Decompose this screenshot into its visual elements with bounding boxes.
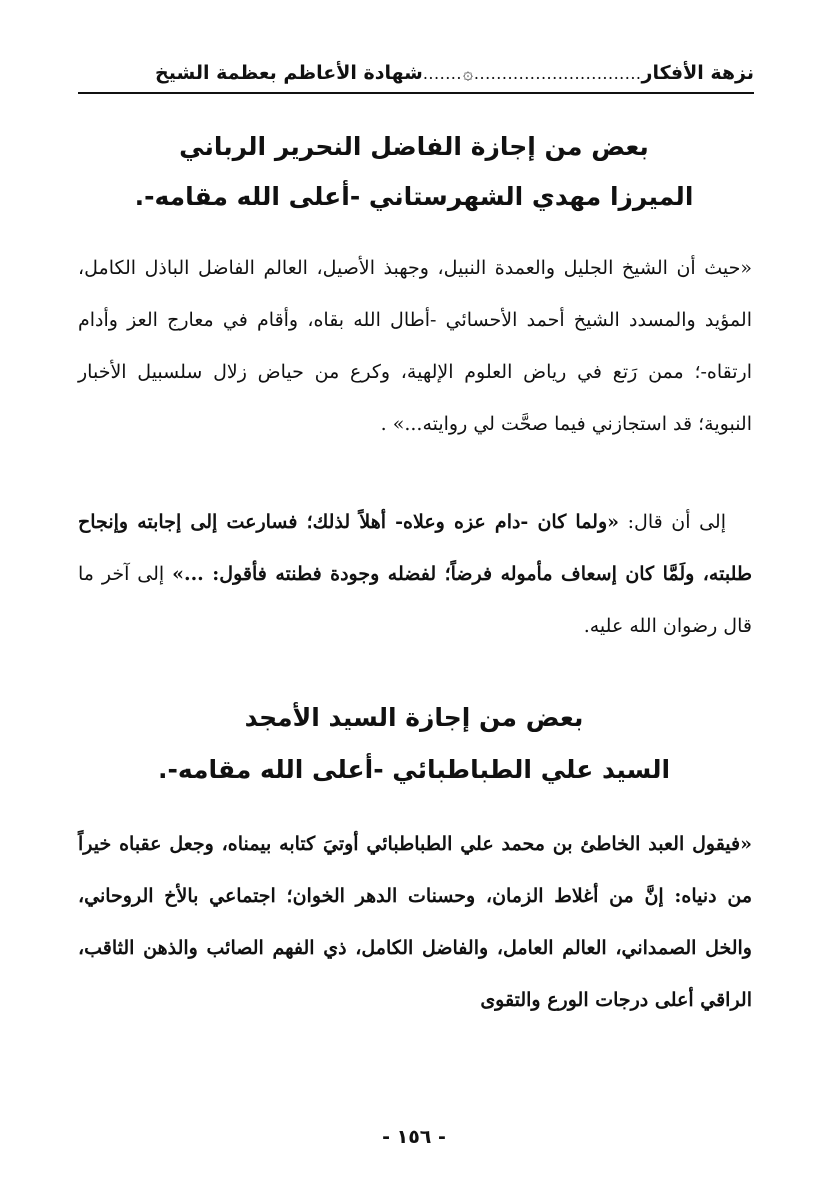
section1-heading-line2: الميرزا مهدي الشهرستاني -أعلى الله مقامه-. [134,182,694,211]
running-header [78,58,754,88]
leader-dots: .............................. [473,63,642,83]
header-rule [78,92,754,94]
header-right [155,62,754,84]
section1-heading-line1: بعض من إجازة الفاضل النحرير الرباني [179,132,649,161]
continuation-end: إلى آخر ما قال رضوان الله عليه. [78,563,752,637]
section2-heading-line2: السيد علي الطباطبائي -أعلى الله مقامه-. [157,755,671,784]
page-number: - ١٥٦ - [382,1126,446,1148]
section2-quote [78,818,752,1026]
chapter-title: شهادة الأعاظم بعظمة الشيخ [155,62,423,84]
section2-quote-text: «فيقول العبد الخاطئ بن محمد علي الطباطبائي أوتيَ كتابه بيمناه، وجعل عقباه خيراً من دنياه: إنَّ من أغلاط الزمان، وحسنات الدهر الخوان؛ اجتماعي بالأخ الروحاني، والخل الصمداني، العالم العامل، والفاضل الكامل، ذي الفهم الصائب والذهن الثاقب، الراقي أعلى درجات الورع والتقوى [78,833,752,1011]
ornament-icon: ۞ [462,63,473,84]
section2-heading-line1: بعض من إجازة السيد الأمجد [244,703,584,732]
continuation-intro: إلى أن قال: [619,511,726,533]
section1-continuation [78,496,752,652]
section1-quote-text: «حيث أن الشيخ الجليل والعمدة النبيل، وجهبذ الأصيل، العالم الفاضل الباذل الكامل، المؤيد والمسدد الشيخ أحمد الأحسائي -أطال الله بقاه، وأقام في معارج العز وأدام ارتقاه-؛ ممن رَتع في رياض العلوم الإلهية، وكرع من حياض زلال سلسبيل الأخبار النبوية؛ قد استجازني فيما صحَّت لي روايته...» . [78,257,752,435]
book-title: نزهة الأفكار [641,62,754,84]
leader-dots-short: ....... [422,63,462,83]
section1-quote [78,242,752,450]
continuation-quote: «ولما كان -دام عزه وعلاه- أهلاً لذلك؛ فسارعت إلى إجابته وإنجاح طلبته، ولَمَّا كان إسعاف مأموله فرضاً؛ لفضله وجودة فطنته فأقول: ...» [78,511,752,585]
